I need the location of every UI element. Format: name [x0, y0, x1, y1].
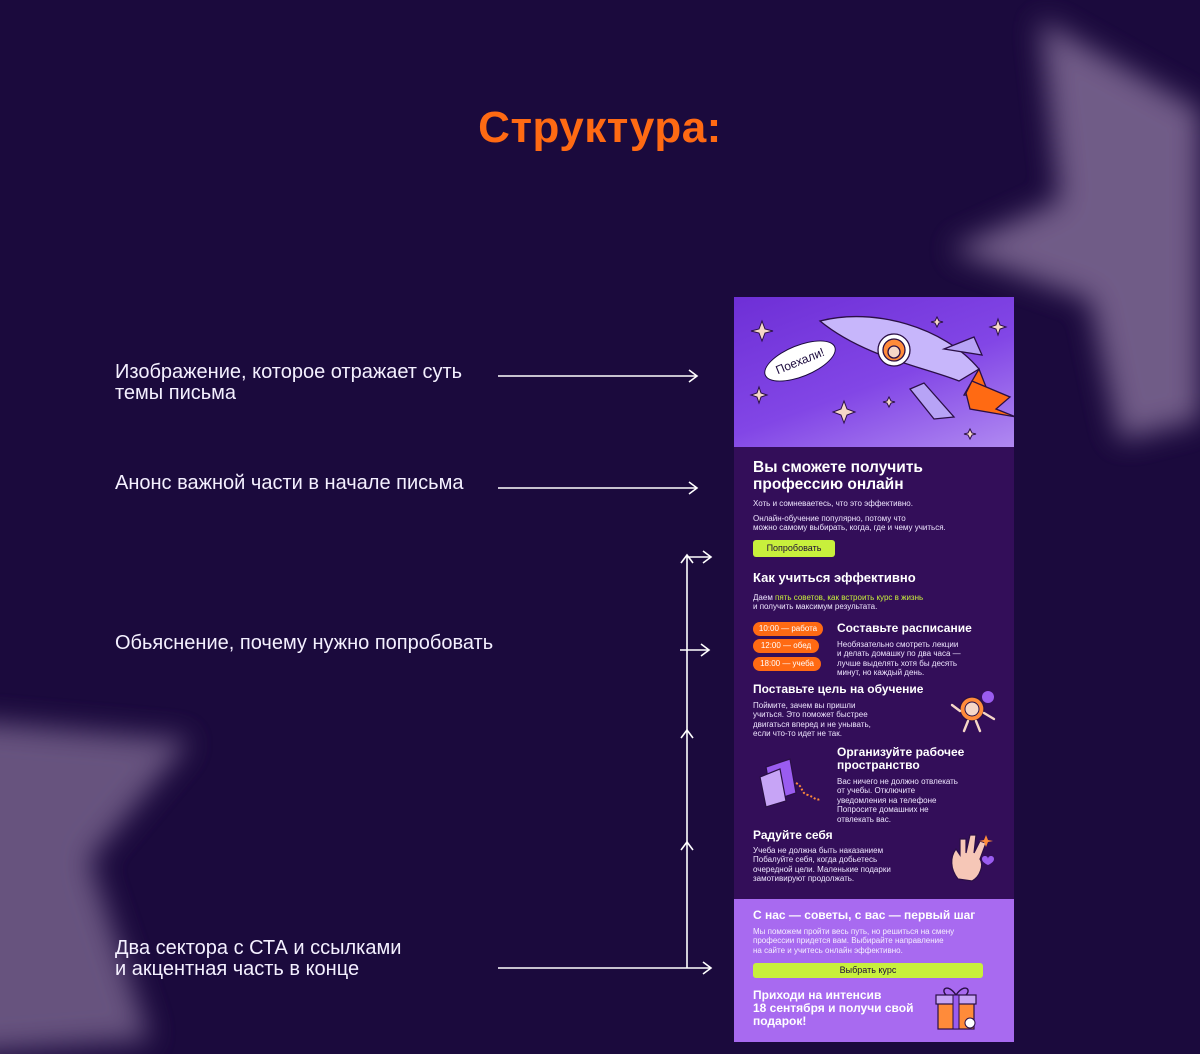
how-text-prefix: Даем	[753, 593, 776, 602]
intro-title-line: Вы сможете получить	[753, 459, 923, 476]
how-text	[753, 593, 923, 612]
how-text-line: и получить максимум результата.	[753, 602, 878, 612]
cta-title: С нас — советы, с вас — первый шаг	[753, 908, 976, 922]
page-title: Структура:	[478, 103, 722, 152]
how-text-line	[753, 593, 923, 602]
reward-text	[753, 846, 891, 884]
schedule-text-line: Необязательно смотреть лекции	[837, 640, 959, 649]
book-icon	[756, 753, 826, 808]
promo-text[interactable]	[753, 989, 913, 1028]
arrow-right-icon	[680, 644, 709, 656]
intro-text-line: можно самому выбирать, когда, где и чему учиться.	[753, 523, 946, 533]
schedule-pill: 12:00 — обед	[753, 639, 819, 653]
intro-title	[753, 459, 923, 493]
hand-icon	[944, 829, 1004, 884]
star-icon	[964, 429, 976, 439]
reward-text-line: Учеба не должна быть наказанием	[753, 846, 884, 855]
star-icon	[990, 319, 1006, 335]
email-main-section	[734, 447, 1014, 899]
annotation-line: Обьяснение, почему нужно попробовать	[115, 632, 494, 654]
arrow-right-icon	[687, 551, 711, 563]
workspace-text	[837, 777, 958, 824]
try-button[interactable]: Попробовать	[753, 540, 835, 557]
reward-text-line: очередной цели. Маленькие подарки	[753, 864, 891, 874]
schedule-text	[837, 640, 961, 678]
schedule-text-line: и делать домашку по два часа —	[837, 649, 961, 659]
goal-text-line: Поймите, зачем вы пришли	[753, 701, 856, 710]
annotation-line: Два сектора с СТА и ссылками	[115, 937, 402, 959]
intro-text: Хоть и сомневаетесь, что это эффективно.	[753, 499, 913, 508]
clock-character-icon	[944, 683, 1004, 733]
choose-course-button[interactable]: Выбрать курс	[753, 963, 983, 978]
star-icon	[833, 401, 855, 423]
schedule-text-line: лучше выделять хотя бы десять	[837, 658, 958, 668]
intro-text-line: Онлайн-обучение популярно, потому что	[753, 514, 906, 523]
workspace-text-line: Вас ничего не должно отвлекать	[837, 777, 958, 786]
reward-text-line: замотивируют продолжать.	[753, 874, 855, 884]
workspace-text-line: от учебы. Отключите	[837, 786, 916, 796]
intro-title-line: профессию онлайн	[753, 476, 904, 493]
schedule-pill: 10:00 — работа	[753, 622, 823, 636]
annotation-line: Изображение, которое отражает суть	[115, 361, 463, 383]
email-cta-section	[734, 899, 1014, 1042]
star-icon	[883, 397, 895, 407]
goal-text-line: учиться. Это поможет быстрее	[753, 710, 868, 720]
annotation-line: и акцентная часть в конце	[115, 958, 360, 980]
star-icon	[931, 317, 943, 327]
goal-text	[753, 701, 871, 739]
arrow-right-icon	[498, 962, 711, 974]
reward-title: Радуйте себя	[753, 828, 833, 842]
astronaut-icon	[878, 334, 910, 366]
arrow-right-icon	[498, 370, 697, 382]
workspace-title	[837, 746, 964, 772]
gift-icon	[930, 979, 986, 1035]
promo-text-line: подарок!	[753, 1014, 807, 1028]
cta-text-line: профессии придется вам. Выбирайте направление	[753, 936, 944, 946]
speech-bubble: Поехали!	[759, 332, 841, 390]
annotation-line: темы письма	[115, 382, 237, 404]
star-icon	[751, 321, 773, 341]
email-mockup	[734, 297, 1014, 1042]
rocket-icon	[820, 317, 1014, 419]
goal-title: Поставьте цель на обучение	[753, 682, 924, 696]
promo-text-line: 18 сентября и получи свой	[753, 1001, 914, 1015]
workspace-text-line: уведомления на телефоне	[837, 795, 937, 805]
arrow-right-icon	[498, 482, 697, 494]
workspace-text-line: Попросите домашних не	[837, 805, 929, 815]
cta-text-line: Мы поможем пройти весь путь, но решиться на смену	[753, 927, 955, 936]
workspace-title-line: Организуйте рабочее	[837, 745, 965, 759]
reward-text-line: Побалуйте себя, когда добьетесь	[753, 855, 878, 865]
email-hero-image	[734, 297, 1014, 447]
workspace-text-line: отвлекать вас.	[837, 814, 891, 824]
goal-text-line: если что-то идет не так.	[753, 729, 842, 739]
tips-link[interactable]: пять советов, как встроить курс в жизнь	[775, 593, 924, 602]
star-icon	[751, 387, 767, 403]
cta-text-line: на сайте и учитесь онлайн эффективно.	[753, 945, 903, 955]
schedule-pill: 18:00 — учеба	[753, 657, 821, 671]
intro-text	[753, 514, 946, 533]
promo-text-line: Приходи на интенсив	[753, 988, 882, 1002]
cta-text	[753, 927, 954, 955]
goal-text-line: двигаться вперед и не унывать,	[753, 719, 871, 729]
schedule-text-line: минут, но каждый день.	[837, 668, 925, 678]
annotation-line: Анонс важной части в начале письма	[115, 472, 464, 494]
workspace-title-line: пространство	[837, 758, 920, 772]
schedule-title: Составьте расписание	[837, 621, 972, 635]
how-title: Как учиться эффективно	[753, 570, 916, 585]
